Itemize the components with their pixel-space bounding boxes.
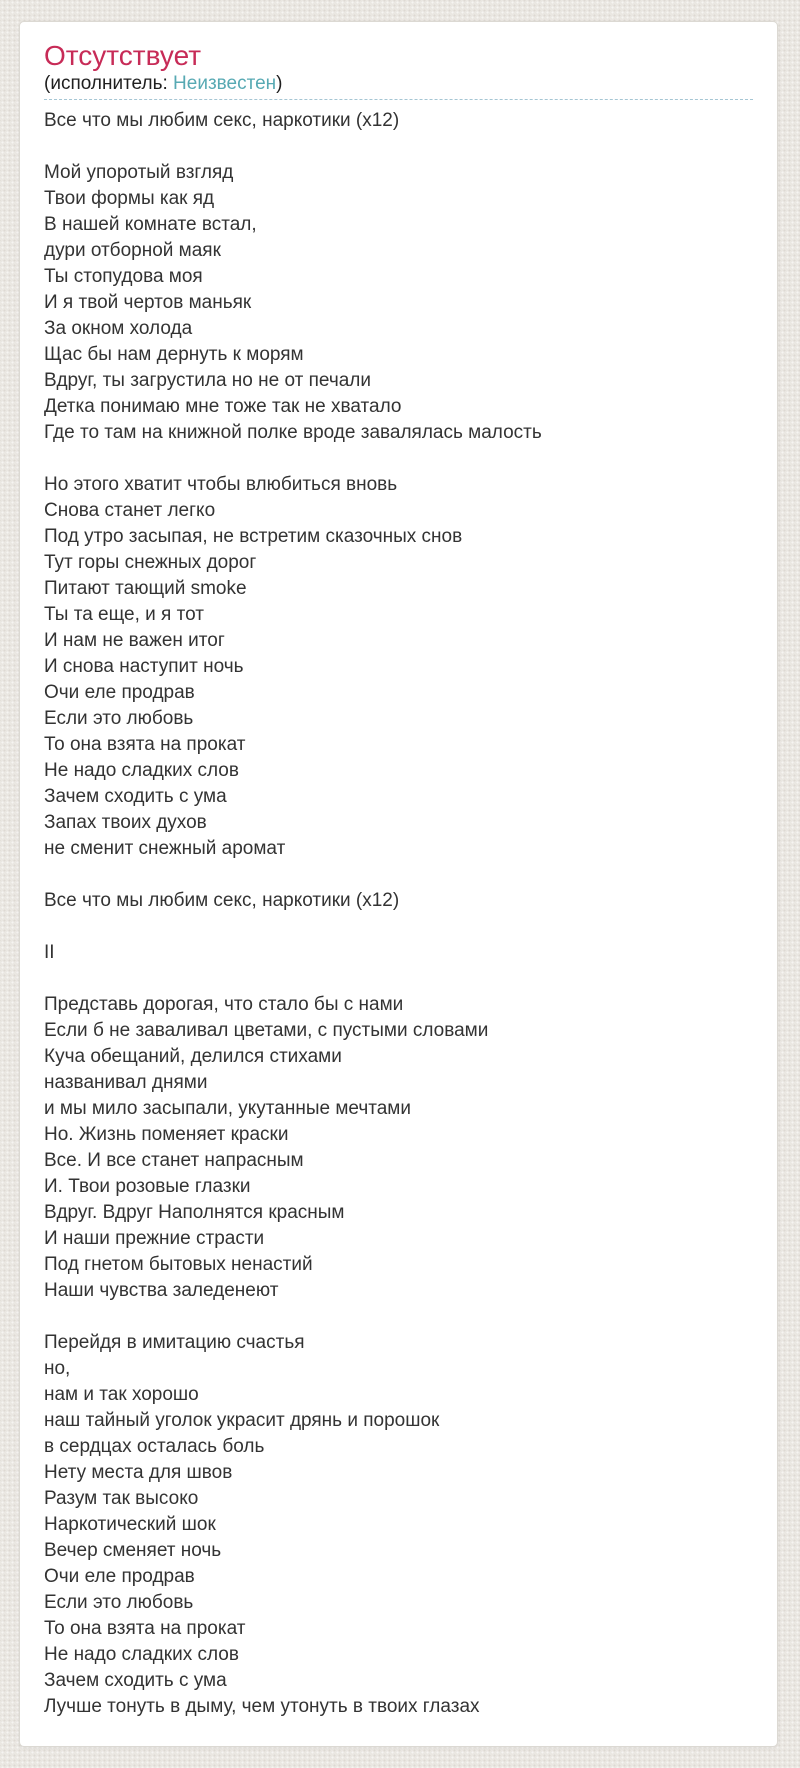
lyric-line: Твои формы как яд bbox=[44, 188, 215, 209]
lyrics-card bbox=[19, 21, 778, 1747]
lyric-line: Мой упоротый взгляд bbox=[44, 162, 234, 183]
lyric-line: В нашей комнате встал, bbox=[44, 214, 257, 235]
lyric-line: наш тайный уголок украсит дрянь и порошок bbox=[44, 1410, 440, 1431]
lyric-line: Все что мы любим секс, наркотики (х12) bbox=[44, 890, 400, 911]
lyric-line: Вдруг, ты загрустила но не от печали bbox=[44, 370, 371, 391]
lyric-line bbox=[44, 1304, 753, 1330]
lyric-line: Если это любовь bbox=[44, 1592, 194, 1613]
lyric-line: Куча обещаний, делился стихами bbox=[44, 1046, 342, 1067]
lyric-line: Ты стопудова моя bbox=[44, 266, 203, 287]
lyric-line: И снова наступит ночь bbox=[44, 656, 244, 677]
lyric-line: Все что мы любим секс, наркотики (х12) bbox=[44, 110, 400, 131]
lyric-line bbox=[44, 446, 753, 472]
lyric-line: За окном холода bbox=[44, 318, 193, 339]
song-title-link[interactable]: Отсутствует bbox=[44, 40, 202, 71]
lyric-line: Наркотический шок bbox=[44, 1514, 216, 1535]
lyric-line: не сменит снежный аромат bbox=[44, 838, 286, 859]
lyric-line: Тут горы снежных дорог bbox=[44, 552, 257, 573]
artist-link[interactable]: Неизвестен bbox=[173, 73, 277, 94]
lyric-line: Очи еле продрав bbox=[44, 682, 195, 703]
lyric-line: Под утро засыпая, не встретим сказочных снов bbox=[44, 526, 463, 547]
lyric-line: Если б не заваливал цветами, с пустыми словами bbox=[44, 1020, 489, 1041]
lyric-line: Нету места для швов bbox=[44, 1462, 233, 1483]
lyric-line: Лучше тонуть в дыму, чем утонуть в твоих глазах bbox=[44, 1696, 480, 1717]
lyric-line: II bbox=[44, 942, 55, 963]
lyric-line: И я твой чертов маньяк bbox=[44, 292, 252, 313]
lyric-line: Детка понимаю мне тоже так не хватало bbox=[44, 396, 402, 417]
lyric-line: но, bbox=[44, 1358, 71, 1379]
lyric-line: То она взята на прокат bbox=[44, 734, 246, 755]
lyric-line: Не надо сладких слов bbox=[44, 760, 239, 781]
lyric-line: Очи еле продрав bbox=[44, 1566, 195, 1587]
lyric-line: Зачем сходить с ума bbox=[44, 1670, 227, 1691]
lyric-line bbox=[44, 966, 753, 992]
lyric-line bbox=[44, 914, 753, 940]
lyric-line: То она взята на прокат bbox=[44, 1618, 246, 1639]
lyric-line: Под гнетом бытовых ненастий bbox=[44, 1254, 313, 1275]
lyric-line: Перейдя в имитацию счастья bbox=[44, 1332, 305, 1353]
lyric-line: дури отборной маяк bbox=[44, 240, 221, 261]
lyric-line: Не надо сладких слов bbox=[44, 1644, 239, 1665]
lyric-line: Вдруг. Вдруг Наполнятся красным bbox=[44, 1202, 345, 1223]
artist-label-close: ) bbox=[276, 73, 283, 94]
lyric-line: Вечер сменяет ночь bbox=[44, 1540, 222, 1561]
lyric-line: И наши прежние страсти bbox=[44, 1228, 265, 1249]
lyric-line: в сердцах осталась боль bbox=[44, 1436, 265, 1457]
lyric-line: нам и так хорошо bbox=[44, 1384, 199, 1405]
artist-label: (исполнитель: bbox=[44, 73, 174, 94]
lyric-line: И. Твои розовые глазки bbox=[44, 1176, 251, 1197]
lyric-line: Если это любовь bbox=[44, 708, 194, 729]
lyric-line: Ты та еще, и я тот bbox=[44, 604, 204, 625]
lyric-line: Зачем сходить с ума bbox=[44, 786, 227, 807]
lyric-line: Но этого хватит чтобы влюбиться вновь bbox=[44, 474, 398, 495]
lyric-line: Запах твоих духов bbox=[44, 812, 207, 833]
lyric-line: Питают тающий smoke bbox=[44, 578, 247, 599]
artist-line bbox=[44, 73, 753, 100]
lyric-line: Все. И все станет напрасным bbox=[44, 1150, 304, 1171]
lyrics-text bbox=[44, 108, 753, 1720]
lyric-line bbox=[44, 134, 753, 160]
lyric-line: Снова станет легко bbox=[44, 500, 216, 521]
lyric-line: И нам не важен итог bbox=[44, 630, 225, 651]
lyric-line: Разум так высоко bbox=[44, 1488, 199, 1509]
lyric-line: Представь дорогая, что стало бы с нами bbox=[44, 994, 404, 1015]
lyric-line: и мы мило засыпали, укутанные мечтами bbox=[44, 1098, 411, 1119]
lyric-line: Наши чувства заледенеют bbox=[44, 1280, 279, 1301]
lyric-line bbox=[44, 862, 753, 888]
lyric-line: Где то там на книжной полке вроде завалялась малость bbox=[44, 422, 542, 443]
lyric-line: Щас бы нам дернуть к морям bbox=[44, 344, 304, 365]
lyric-line: Но. Жизнь поменяет краски bbox=[44, 1124, 289, 1145]
lyric-line: названивал днями bbox=[44, 1072, 208, 1093]
